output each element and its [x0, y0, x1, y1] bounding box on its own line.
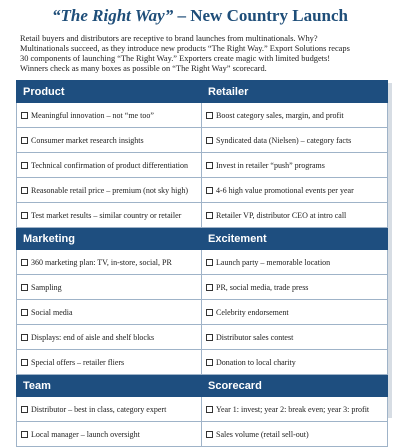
checklist-row — [17, 422, 388, 447]
section-header-excitement: Excitement — [202, 228, 388, 250]
title-quoted: “The Right Way” — [52, 6, 174, 25]
checklist-row — [17, 275, 388, 300]
section-header-row — [17, 81, 388, 103]
checklist-item-label: Launch party – memorable location — [216, 257, 331, 267]
checkbox-icon[interactable] — [21, 112, 28, 119]
checkbox-icon[interactable] — [21, 334, 28, 341]
checklist-item — [202, 275, 388, 300]
checklist-item-label: Sampling — [31, 282, 62, 292]
checklist-row — [17, 300, 388, 325]
checkbox-icon[interactable] — [206, 431, 213, 438]
checklist-row — [17, 250, 388, 275]
checklist-row — [17, 203, 388, 228]
checklist-item — [202, 325, 388, 350]
checklist-item — [202, 422, 388, 447]
checklist-item — [17, 153, 202, 178]
section-header-row — [17, 228, 388, 250]
checklist-item-label: Technical confirmation of product differentiation — [31, 160, 189, 170]
checkbox-icon[interactable] — [206, 212, 213, 219]
checklist-row — [17, 178, 388, 203]
checkbox-icon[interactable] — [206, 187, 213, 194]
checkbox-icon[interactable] — [206, 162, 213, 169]
checklist-item-label: Retailer VP, distributor CEO at intro call — [216, 210, 347, 220]
checklist-item — [17, 203, 202, 228]
checklist-item-label: Local manager – launch oversight — [31, 429, 140, 439]
section-header-retailer: Retailer — [202, 81, 388, 103]
checklist-item — [202, 103, 388, 128]
checkbox-icon[interactable] — [21, 359, 28, 366]
intro-line: Winners check as many boxes as possible on “The Right Way” scorecard. — [20, 64, 267, 73]
checklist-row — [17, 103, 388, 128]
checklist-item-label: Year 1: invest; year 2: break even; year 3: profit — [216, 404, 370, 414]
checkbox-icon[interactable] — [206, 112, 213, 119]
checklist-item — [17, 178, 202, 203]
checklist-item-label: 360 marketing plan: TV, in-store, social, PR — [31, 257, 172, 267]
checklist-item-label: Boost category sales, margin, and profit — [216, 110, 344, 120]
checklist-item — [17, 128, 202, 153]
checklist-item-label: Invest in retailer “push” programs — [216, 160, 325, 170]
intro-line: Retail buyers and distributors are receptive to brand launches from multinationals. Why? — [20, 34, 318, 43]
section-header-product: Product — [17, 81, 202, 103]
checkbox-icon[interactable] — [206, 309, 213, 316]
checklist-item — [202, 350, 388, 375]
checkbox-icon[interactable] — [206, 137, 213, 144]
checkbox-icon[interactable] — [206, 284, 213, 291]
checkbox-icon[interactable] — [206, 359, 213, 366]
checklist-item-label: Displays: end of aisle and shelf blocks — [31, 332, 155, 342]
checklist-row — [17, 153, 388, 178]
checklist-item-label: Reasonable retail price – premium (not sky high) — [31, 185, 189, 195]
checkbox-icon[interactable] — [21, 212, 28, 219]
checklist-row — [17, 325, 388, 350]
checklist-row — [17, 128, 388, 153]
checkbox-icon[interactable] — [21, 406, 28, 413]
section-header-team: Team — [17, 375, 202, 397]
checklist-item-label: 4-6 high value promotional events per year — [216, 185, 354, 195]
checklist-item-label: Social media — [31, 307, 73, 317]
checklist-item-label: Consumer market research insights — [31, 135, 144, 145]
checklist-item-label: Syndicated data (Nielsen) – category facts — [216, 135, 352, 145]
checklist-item — [202, 153, 388, 178]
checkbox-icon[interactable] — [21, 284, 28, 291]
section-header-row — [17, 375, 388, 397]
checklist-item — [202, 300, 388, 325]
checklist-item — [17, 275, 202, 300]
checklist-item — [202, 250, 388, 275]
checklist-item — [202, 128, 388, 153]
page-title — [0, 6, 400, 26]
intro-paragraph — [20, 34, 392, 74]
checkbox-icon[interactable] — [21, 431, 28, 438]
title-rest: – New Country Launch — [173, 6, 348, 25]
checklist-item-label: Test market results – similar country or retailer — [31, 210, 182, 220]
section-header-scorecard: Scorecard — [202, 375, 388, 397]
checklist-item-label: PR, social media, trade press — [216, 282, 309, 292]
checklist-item — [17, 250, 202, 275]
checkbox-icon[interactable] — [206, 406, 213, 413]
checkbox-icon[interactable] — [21, 137, 28, 144]
checklist-item-label: Distributor sales contest — [216, 332, 294, 342]
scorecard-table — [16, 80, 388, 447]
checklist-item — [202, 178, 388, 203]
checkbox-icon[interactable] — [21, 309, 28, 316]
checklist-item — [17, 300, 202, 325]
checklist-item-label: Celebrity endorsement — [216, 307, 289, 317]
checklist-item-label: Sales volume (retail sell-out) — [216, 429, 309, 439]
intro-line: 30 components of launching “The Right Way.” Exporters create magic with limited budgets! — [20, 54, 331, 63]
checklist-item — [17, 422, 202, 447]
checkbox-icon[interactable] — [21, 259, 28, 266]
checklist-item-label: Special offers – retailer fliers — [31, 357, 125, 367]
checklist-item-label: Distributor – best in class, category expert — [31, 404, 167, 414]
checklist-row — [17, 350, 388, 375]
checklist-item — [17, 103, 202, 128]
section-header-marketing: Marketing — [17, 228, 202, 250]
checklist-item-label: Meaningful innovation – not “me too” — [31, 110, 154, 120]
checkbox-icon[interactable] — [21, 162, 28, 169]
checkbox-icon[interactable] — [21, 187, 28, 194]
checklist-item — [17, 325, 202, 350]
checklist-item — [17, 350, 202, 375]
checkbox-icon[interactable] — [206, 259, 213, 266]
checkbox-icon[interactable] — [206, 334, 213, 341]
intro-line: Multinationals succeed, as they introduce new products “The Right Way.” Export Solutions recaps — [20, 44, 350, 53]
checklist-item — [202, 203, 388, 228]
checklist-item-label: Donation to local charity — [216, 357, 296, 367]
